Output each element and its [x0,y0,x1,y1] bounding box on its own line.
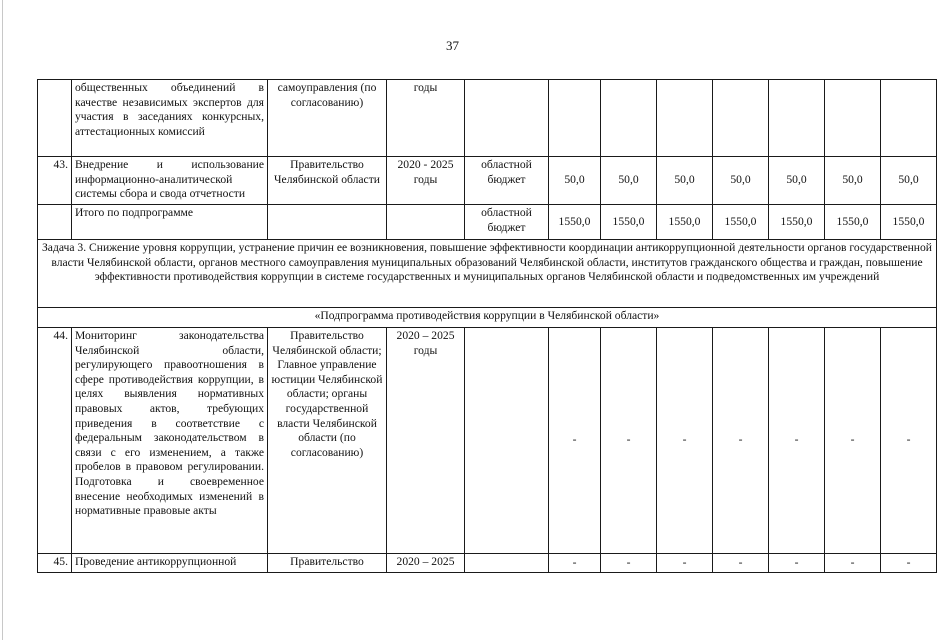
task-row [38,240,937,308]
funding-source: областной бюджет [465,205,549,240]
term: годы [387,80,465,157]
value-cell [769,80,825,157]
value-cell: 50,0 [713,157,769,205]
table-row [38,80,937,157]
value-cell [825,80,881,157]
value-cell: - [601,554,657,573]
funding-source: областной бюджет [465,157,549,205]
value-cell [881,80,937,157]
term [387,205,465,240]
value-cell: 1550,0 [881,205,937,240]
value-cell: 50,0 [657,157,713,205]
row-number: 45. [38,554,72,573]
row-number: 44. [38,328,72,554]
term: 2020 – 2025 [387,554,465,573]
funding-source [465,80,549,157]
plan-table [37,79,937,573]
value-cell: - [769,328,825,554]
value-cell: - [769,554,825,573]
task-heading: Задача 3. Снижение уровня коррупции, устранение причин ее возникновения, повышение эффективности координации антикоррупционной деятельности органов государственной власти Челябинской области, органов местного самоуправления муниципальных образований Челябинской области, институтов гражданского общества и граждан, повышение эффективности противодействия коррупции в системе государственных и муниципальных органов Челябинской области и подведомственных им учреждений [38,240,937,308]
table-row [38,205,937,240]
measure-description: Мониторинг законодательства Челябинской области, регулирующего правоотношения в сфере противодействия коррупции, в целях выявления нормативных правовых актов, требующих приведения в соответствие с федеральным законодательством в связи с его изменением, а также пробелов в правовом регулировании. Подготовка и своевременное внесение необходимых изменений в нормативные правовые акты [72,328,268,554]
value-cell [657,80,713,157]
value-cell [713,80,769,157]
executor [268,205,387,240]
value-cell: - [549,328,601,554]
term: 2020 - 2025 годы [387,157,465,205]
subprogram-row [38,308,937,328]
table-row [38,157,937,205]
measure-description: Итого по подпрограмме [72,205,268,240]
row-number [38,205,72,240]
value-cell: - [657,554,713,573]
value-cell: - [601,328,657,554]
table-row [38,328,937,554]
table-row [38,554,937,573]
value-cell: 50,0 [881,157,937,205]
measure-description: общественных объединений в качестве независимых экспертов для участия в заседаниях конкурсных, аттестационных комиссий [72,80,268,157]
value-cell: 50,0 [601,157,657,205]
value-cell: 1550,0 [825,205,881,240]
value-cell: 50,0 [769,157,825,205]
value-cell: 50,0 [825,157,881,205]
value-cell: 1550,0 [601,205,657,240]
executor: Правительство [268,554,387,573]
value-cell: 1550,0 [713,205,769,240]
row-number [38,80,72,157]
value-cell: 1550,0 [769,205,825,240]
value-cell: - [657,328,713,554]
value-cell: 50,0 [549,157,601,205]
row-number: 43. [38,157,72,205]
value-cell: - [549,554,601,573]
value-cell: - [825,328,881,554]
subprogram-heading: «Подпрограмма противодействия коррупции в Челябинской области» [38,308,937,328]
value-cell: - [713,554,769,573]
page-number: 37 [446,38,459,53]
measure-description: Внедрение и использование информационно-аналитической системы сбора и свода отчетности [72,157,268,205]
value-cell: - [881,328,937,554]
value-cell: - [881,554,937,573]
funding-source [465,328,549,554]
value-cell: - [713,328,769,554]
executor: Правительство Челябинской области [268,157,387,205]
measure-description: Проведение антикоррупционной [72,554,268,573]
value-cell [601,80,657,157]
funding-source [465,554,549,573]
value-cell: - [825,554,881,573]
page-edge-line [2,0,3,640]
executor: Правительство Челябинской области; Главное управление юстиции Челябинской области; органы государственной власти Челябинской области (по согласованию) [268,328,387,554]
term: 2020 – 2025 годы [387,328,465,554]
value-cell [549,80,601,157]
value-cell: 1550,0 [657,205,713,240]
executor: самоуправления (по согласованию) [268,80,387,157]
value-cell: 1550,0 [549,205,601,240]
